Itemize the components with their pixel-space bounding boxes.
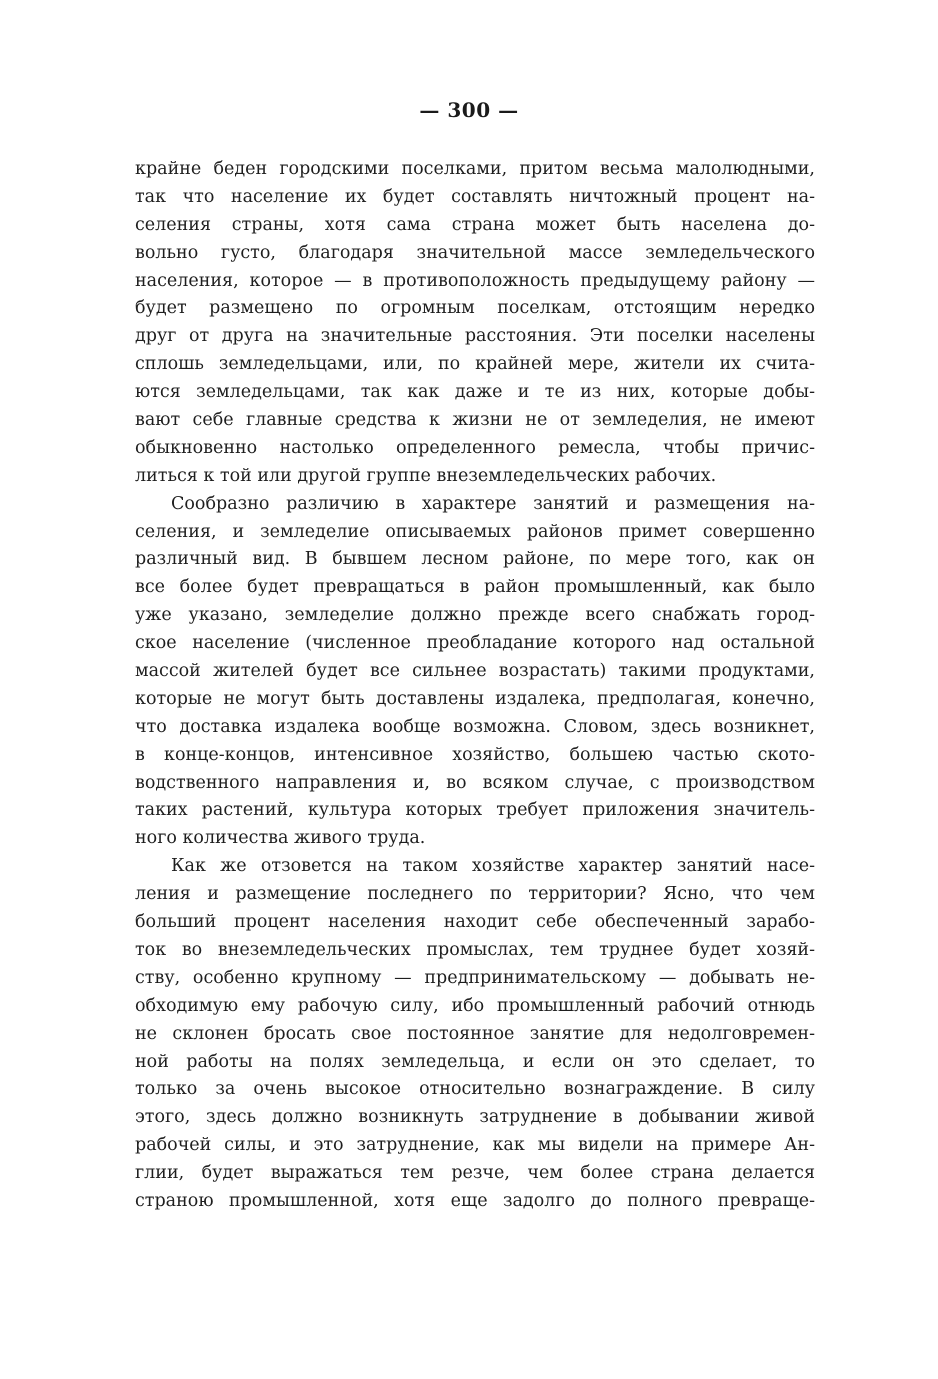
text-line: ления и размещение последнего по территории? Ясно, что чем (135, 884, 815, 905)
text-line: Сообразно различию в характере занятий и размещения на- (171, 493, 815, 514)
page-number: — 300 — (419, 98, 519, 122)
paragraph (135, 853, 815, 1216)
text-line: водственного направления и, во всяком случае, с производством (135, 772, 815, 793)
text-line: обыкновенно настолько определенного ремесла, чтобы причис- (135, 437, 815, 458)
text-line: ной работы на полях земледельца, и если он это сделает, то (135, 1051, 815, 1072)
text-line: ское население (численное преобладание которого над остальной (135, 633, 815, 654)
text-line: друг от друга на значительные расстояния. Эти поселки населены (135, 326, 815, 347)
text-line: литься к той или другой группе внеземледельческих рабочих. (135, 465, 717, 486)
text-line: этого, здесь должно возникнуть затруднение в добывании живой (135, 1107, 815, 1128)
text-line: ток во внеземледельческих промыслах, тем труднее будет хозяй- (135, 939, 815, 960)
text-line: ются земледельцами, так как даже и те из них, которые добы- (135, 382, 815, 403)
text-line: селения, и земледелие описываемых районов примет совершенно (135, 521, 815, 542)
text-line: обходимую ему рабочую силу, ибо промышленный рабочий отнюдь (135, 995, 815, 1016)
text-line: в конце-концов, интенсивное хозяйство, большею частью ското- (135, 744, 815, 765)
text-line: населения, которое — в противоположность предыдущему району — (135, 270, 815, 291)
text-line: будет размещено по огромным поселкам, отстоящим нередко (135, 298, 815, 319)
text-line: ного количества живого труда. (135, 828, 426, 849)
text-line: уже указано, земледелие должно прежде всего снабжать город- (135, 605, 815, 626)
text-line: глии, будет выражаться тем резче, чем более страна делается (135, 1163, 815, 1184)
text-line: страною промышленной, хотя еще задолго до полного превраще- (135, 1190, 815, 1211)
text-line: крайне беден городскими поселками, притом весьма малолюдными, (135, 159, 815, 179)
paragraph (135, 156, 815, 491)
body-text (135, 156, 815, 1216)
text-line: только за очень высокое относительно вознаграждение. В силу (135, 1079, 815, 1100)
text-line: вольно густо, благодаря значительной массе земледельческого (135, 242, 815, 263)
text-line: больший процент населения находит себе обеспеченный зарабо- (135, 912, 815, 933)
text-line: ству, особенно крупному — предпринимательскому — добывать не- (135, 967, 815, 988)
text-line: селения страны, хотя сама страна может быть населена до- (135, 214, 815, 235)
text-line: таких растений, культура которых требует приложения значитель- (135, 800, 815, 821)
text-line: рабочей силы, и это затруднение, как мы видели на примере Ан- (135, 1135, 815, 1156)
text-line: все более будет превращаться в район промышленный, как было (135, 577, 815, 598)
text-line: различный вид. В бывшем лесном районе, по мере того, как он (135, 549, 815, 570)
paragraph (135, 491, 815, 854)
text-line: что доставка издалека вообще возможна. Словом, здесь возникнет, (135, 716, 815, 737)
text-line: Как же отзовется на таком хозяйстве характер занятий насе- (171, 856, 815, 877)
text-line: сплошь земледельцами, или, по крайней мере, жители их счита- (135, 354, 815, 375)
text-line: массой жителей будет все сильнее возрастать) такими продуктами, (135, 661, 815, 682)
text-line: которые не могут быть доставлены издалека, предполагая, конечно, (135, 688, 815, 709)
text-line: так что население их будет составлять ничтожный процент на- (135, 186, 815, 207)
text-line: вают себе главные средства к жизни не от земледелия, не имеют (135, 410, 815, 431)
text-line: не склонен бросать свое постоянное занятие для недолговремен- (135, 1023, 815, 1044)
